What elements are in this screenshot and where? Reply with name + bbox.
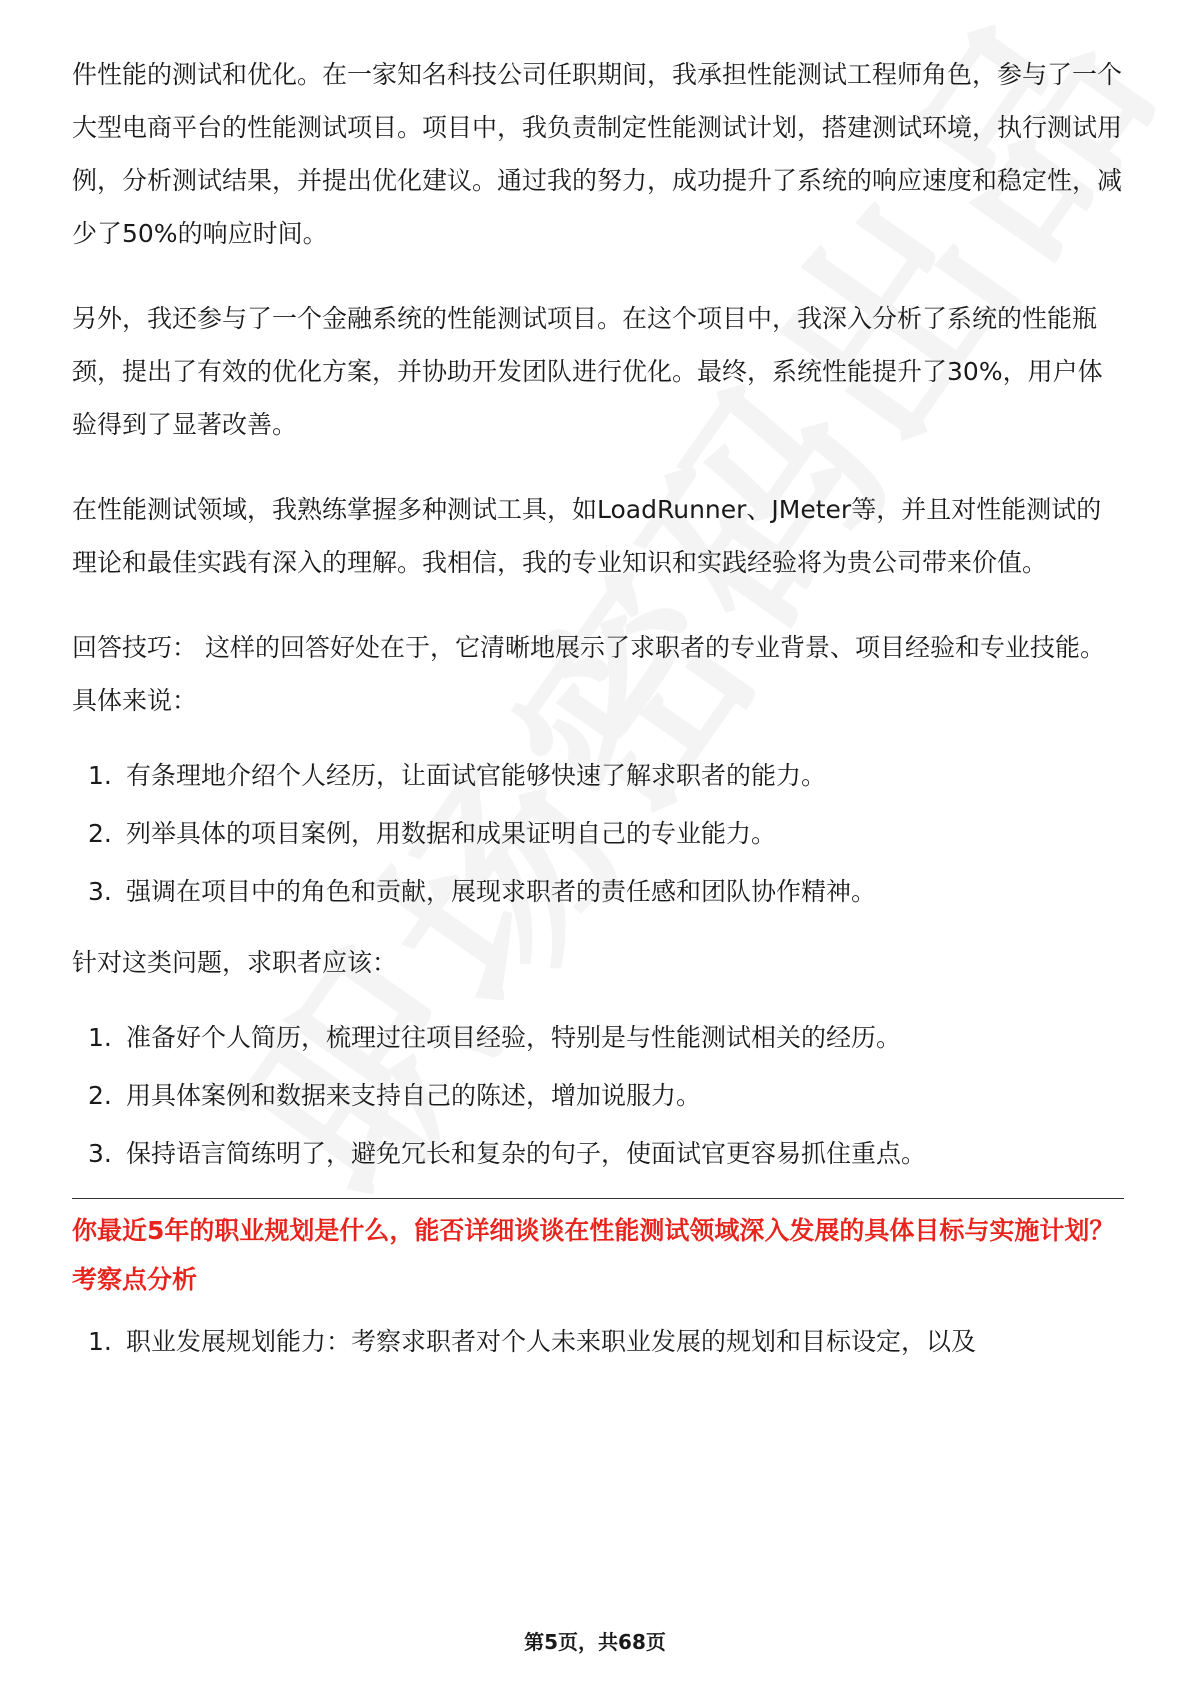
list-item (88, 759, 1124, 792)
list-item (88, 1137, 1124, 1170)
list-number: 1. (88, 1327, 112, 1356)
analysis-list (72, 1325, 1124, 1358)
list-text: 职业发展规划能力：考察求职者对个人未来职业发展的规划和目标设定，以及 (126, 1327, 977, 1356)
list-text: 准备好个人简历，梳理过往项目经验，特别是与性能测试相关的经历。 (126, 1023, 902, 1052)
list-item (88, 817, 1124, 850)
list-text: 强调在项目中的角色和贡献，展现求职者的责任感和团队协作精神。 (126, 877, 877, 906)
paragraph-tools: 在性能测试领域，我熟练掌握多种测试工具，如LoadRunner、JMeter等，并且对性能测试的理论和最佳实践有深入的理解。我相信，我的专业知识和实践经验将为贵公司带来价值。 (72, 495, 1102, 577)
list-item (88, 875, 1124, 908)
page-content (72, 48, 1124, 1386)
page-number: 第5页，共68页 (524, 1630, 666, 1654)
advice-intro: 针对这类问题，求职者应该： (72, 948, 398, 977)
list-number: 3. (88, 1139, 112, 1168)
list-item (88, 1325, 1124, 1358)
advice-list (72, 1021, 1124, 1170)
list-text: 用具体案例和数据来支持自己的陈述，增加说服力。 (126, 1081, 702, 1110)
list-item (88, 1079, 1124, 1112)
list-text: 保持语言简练明了，避免冗长和复杂的句子，使面试官更容易抓住重点。 (126, 1139, 927, 1168)
list-number: 3. (88, 877, 112, 906)
list-item (88, 1021, 1124, 1054)
analysis-heading: 考察点分析 (72, 1265, 198, 1294)
list-number: 1. (88, 1023, 112, 1052)
paragraph-finance-project: 另外，我还参与了一个金融系统的性能测试项目。在这个项目中，我深入分析了系统的性能瓶颈，提出了有效的优化方案，并协助开发团队进行优化。最终，系统性能提升了30%，用户体验得到了显著改善。 (72, 304, 1103, 439)
paragraph-answer-tips: 回答技巧： 这样的回答好处在于，它清晰地展示了求职者的专业背景、项目经验和专业技能。具体来说： (72, 633, 1105, 715)
list-number: 2. (88, 1081, 112, 1110)
list-text: 列举具体的项目案例，用数据和成果证明自己的专业能力。 (126, 819, 777, 848)
list-number: 1. (88, 761, 112, 790)
paragraph-experience: 件性能的测试和优化。在一家知名科技公司任职期间，我承担性能测试工程师角色，参与了一个大型电商平台的性能测试项目。项目中，我负责制定性能测试计划，搭建测试环境，执行测试用例，分析测试结果，并提出优化建议。通过我的努力，成功提升了系统的响应速度和稳定性，减少了50%的响应时间。 (72, 60, 1123, 248)
list-text: 有条理地介绍个人经历，让面试官能够快速了解求职者的能力。 (126, 761, 827, 790)
list-number: 2. (88, 819, 112, 848)
section-divider (72, 1198, 1124, 1199)
tips-list (72, 759, 1124, 908)
interview-question: 你最近5年的职业规划是什么，能否详细谈谈在性能测试领域深入发展的具体目标与实施计划？ (72, 1216, 1115, 1245)
